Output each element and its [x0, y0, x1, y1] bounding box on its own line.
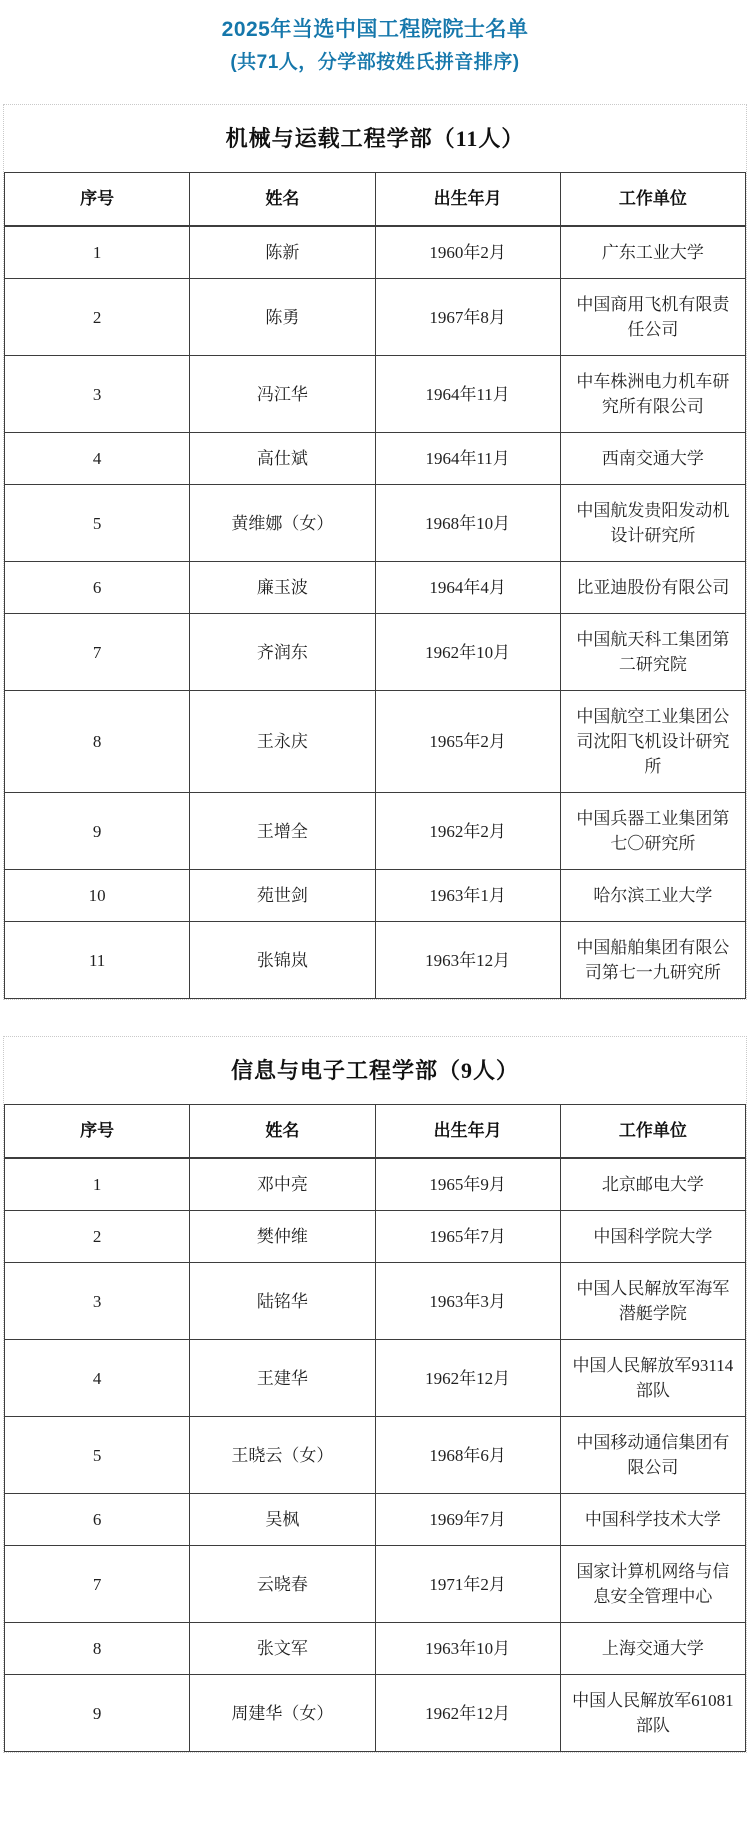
cell-workunit: 广东工业大学	[560, 226, 745, 279]
column-header: 序号	[5, 1105, 190, 1159]
cell-name: 张文军	[190, 1623, 375, 1675]
cell-birthdate: 1960年2月	[375, 226, 560, 279]
cell-birthdate: 1962年2月	[375, 793, 560, 870]
cell-name: 周建华（女）	[190, 1675, 375, 1752]
table-row	[5, 433, 746, 485]
table-row	[5, 485, 746, 562]
cell-name: 苑世剑	[190, 870, 375, 922]
cell-birthdate: 1969年7月	[375, 1494, 560, 1546]
table-row	[5, 1623, 746, 1675]
cell-birthdate: 1971年2月	[375, 1546, 560, 1623]
cell-birthdate: 1963年3月	[375, 1263, 560, 1340]
cell-birthdate: 1962年12月	[375, 1675, 560, 1752]
cell-name: 王永庆	[190, 691, 375, 793]
cell-name: 高仕斌	[190, 433, 375, 485]
cell-index: 1	[5, 1158, 190, 1211]
table-row	[5, 793, 746, 870]
cell-name: 廉玉波	[190, 562, 375, 614]
table-row	[5, 922, 746, 999]
table-row	[5, 614, 746, 691]
cell-name: 王晓云（女）	[190, 1417, 375, 1494]
cell-workunit: 中国航天科工集团第二研究院	[560, 614, 745, 691]
cell-birthdate: 1967年8月	[375, 279, 560, 356]
cell-name: 吴枫	[190, 1494, 375, 1546]
cell-workunit: 中国科学院大学	[560, 1211, 745, 1263]
cell-workunit: 中国人民解放军61081部队	[560, 1675, 745, 1752]
column-header: 出生年月	[375, 173, 560, 227]
cell-workunit: 哈尔滨工业大学	[560, 870, 745, 922]
table-row	[5, 226, 746, 279]
cell-index: 6	[5, 562, 190, 614]
cell-index: 1	[5, 226, 190, 279]
roster-table	[4, 172, 746, 999]
cell-workunit: 中国人民解放军海军潜艇学院	[560, 1263, 745, 1340]
cell-workunit: 比亚迪股份有限公司	[560, 562, 745, 614]
cell-name: 邓中亮	[190, 1158, 375, 1211]
cell-workunit: 中国商用飞机有限责任公司	[560, 279, 745, 356]
cell-name: 云晓春	[190, 1546, 375, 1623]
cell-birthdate: 1968年6月	[375, 1417, 560, 1494]
cell-index: 11	[5, 922, 190, 999]
cell-workunit: 国家计算机网络与信息安全管理中心	[560, 1546, 745, 1623]
column-header: 序号	[5, 173, 190, 227]
section-title: 机械与运载工程学部（11人）	[225, 126, 525, 151]
cell-birthdate: 1963年1月	[375, 870, 560, 922]
table-header-row	[5, 173, 746, 227]
cell-birthdate: 1964年4月	[375, 562, 560, 614]
cell-birthdate: 1965年2月	[375, 691, 560, 793]
cell-index: 8	[5, 1623, 190, 1675]
cell-birthdate: 1962年10月	[375, 614, 560, 691]
column-header: 出生年月	[375, 1105, 560, 1159]
page-title: 2025年当选中国工程院院士名单	[221, 18, 529, 41]
cell-name: 冯江华	[190, 356, 375, 433]
table-row	[5, 1263, 746, 1340]
department-section	[3, 1036, 747, 1753]
table-row	[5, 691, 746, 793]
cell-birthdate: 1963年12月	[375, 922, 560, 999]
cell-index: 5	[5, 485, 190, 562]
cell-index: 3	[5, 1263, 190, 1340]
cell-index: 7	[5, 1546, 190, 1623]
table-body	[5, 226, 746, 999]
section-title: 信息与电子工程学部（9人）	[230, 1058, 519, 1083]
cell-birthdate: 1968年10月	[375, 485, 560, 562]
cell-workunit: 中国船舶集团有限公司第七一九研究所	[560, 922, 745, 999]
cell-index: 2	[5, 279, 190, 356]
cell-name: 陆铭华	[190, 1263, 375, 1340]
cell-birthdate: 1962年12月	[375, 1340, 560, 1417]
table-header-row	[5, 1105, 746, 1159]
cell-workunit: 中国移动通信集团有限公司	[560, 1417, 745, 1494]
cell-name: 王建华	[190, 1340, 375, 1417]
cell-workunit: 中国航空工业集团公司沈阳飞机设计研究所	[560, 691, 745, 793]
cell-birthdate: 1963年10月	[375, 1623, 560, 1675]
cell-index: 9	[5, 793, 190, 870]
table-row	[5, 1546, 746, 1623]
table-row	[5, 1211, 746, 1263]
cell-workunit: 中国人民解放军93114部队	[560, 1340, 745, 1417]
cell-name: 张锦岚	[190, 922, 375, 999]
table-row	[5, 1340, 746, 1417]
column-header: 工作单位	[560, 173, 745, 227]
cell-index: 8	[5, 691, 190, 793]
cell-name: 黄维娜（女）	[190, 485, 375, 562]
cell-index: 4	[5, 433, 190, 485]
cell-name: 齐润东	[190, 614, 375, 691]
table-row	[5, 870, 746, 922]
table-row	[5, 1158, 746, 1211]
cell-index: 5	[5, 1417, 190, 1494]
page-subtitle: (共71人，分学部按姓氏拼音排序)	[230, 52, 520, 73]
cell-workunit: 中车株洲电力机车研究所有限公司	[560, 356, 745, 433]
cell-workunit: 西南交通大学	[560, 433, 745, 485]
table-body	[5, 1158, 746, 1752]
roster-table	[4, 1104, 746, 1752]
cell-index: 3	[5, 356, 190, 433]
column-header: 姓名	[190, 1105, 375, 1159]
cell-workunit: 上海交通大学	[560, 1623, 745, 1675]
doc-header	[3, 10, 747, 104]
table-row	[5, 562, 746, 614]
column-header: 姓名	[190, 173, 375, 227]
cell-index: 7	[5, 614, 190, 691]
column-header: 工作单位	[560, 1105, 745, 1159]
tables	[3, 104, 747, 1753]
cell-workunit: 中国航发贵阳发动机设计研究所	[560, 485, 745, 562]
cell-birthdate: 1965年9月	[375, 1158, 560, 1211]
cell-index: 6	[5, 1494, 190, 1546]
cell-workunit: 中国兵器工业集团第七〇研究所	[560, 793, 745, 870]
department-section	[3, 104, 747, 1000]
cell-index: 9	[5, 1675, 190, 1752]
table-row	[5, 1675, 746, 1752]
table-header	[5, 173, 746, 227]
cell-birthdate: 1964年11月	[375, 433, 560, 485]
cell-workunit: 中国科学技术大学	[560, 1494, 745, 1546]
table-row	[5, 356, 746, 433]
cell-index: 10	[5, 870, 190, 922]
cell-index: 4	[5, 1340, 190, 1417]
cell-name: 陈新	[190, 226, 375, 279]
cell-birthdate: 1964年11月	[375, 356, 560, 433]
cell-workunit: 北京邮电大学	[560, 1158, 745, 1211]
table-header	[5, 1105, 746, 1159]
cell-birthdate: 1965年7月	[375, 1211, 560, 1263]
cell-name: 陈勇	[190, 279, 375, 356]
cell-name: 樊仲维	[190, 1211, 375, 1263]
table-row	[5, 1494, 746, 1546]
table-row	[5, 1417, 746, 1494]
cell-name: 王增全	[190, 793, 375, 870]
table-row	[5, 279, 746, 356]
cell-index: 2	[5, 1211, 190, 1263]
